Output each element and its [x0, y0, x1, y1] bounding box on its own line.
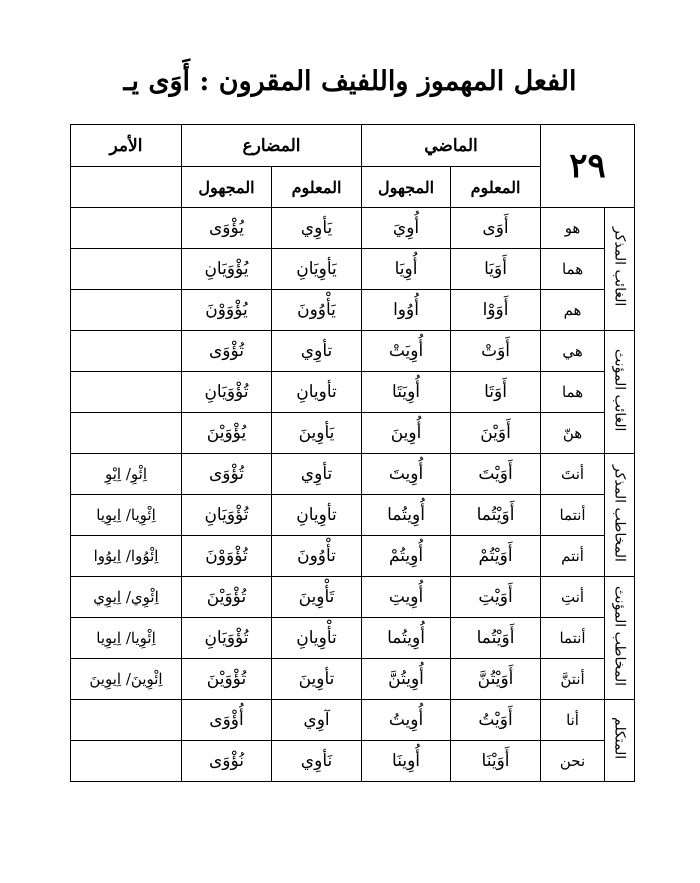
pronoun-cell: أنتم: [541, 536, 605, 577]
mudari-maloom-cell: يَأوِيَانِ: [272, 249, 362, 290]
madi-majhul-cell: أُوِيتُما: [362, 495, 451, 536]
table-row: [71, 331, 635, 372]
mudari-majhul-cell: تُؤْوَيَانِ: [182, 372, 272, 413]
mudari-majhul-cell: تُؤْوَيْنَ: [182, 659, 272, 700]
madi-maloom-cell: أَوَيْتُما: [451, 618, 541, 659]
table-row: [71, 536, 635, 577]
pronoun-cell: أنتِ: [541, 577, 605, 618]
madi-majhul-cell: أُوُوا: [362, 290, 451, 331]
table-row: [71, 618, 635, 659]
mudari-maloom-cell: تأويانِ: [272, 372, 362, 413]
group-label: الغائب المذكر: [611, 227, 628, 307]
amr-cell: [71, 208, 182, 249]
pronoun-cell: هما: [541, 372, 605, 413]
subheader-madi-maloom: المعلوم: [451, 167, 541, 208]
mudari-maloom-cell: آوِي: [272, 700, 362, 741]
madi-maloom-cell: أَوَى: [451, 208, 541, 249]
madi-maloom-cell: أَوَيْتُما: [451, 495, 541, 536]
mudari-maloom-cell: تأوِينَ: [272, 659, 362, 700]
amr-cell: [71, 413, 182, 454]
group-label-cell: [605, 331, 635, 454]
madi-maloom-cell: أَوَتْ: [451, 331, 541, 372]
group-label-cell: [605, 577, 635, 700]
amr-cell: اِئْوِينَ/ اِيوِينَ: [71, 659, 182, 700]
mudari-maloom-cell: تأْوُونَ: [272, 536, 362, 577]
mudari-majhul-cell: تُؤْوَوْنَ: [182, 536, 272, 577]
table-row: [71, 208, 635, 249]
madi-majhul-cell: أُوِيتَ: [362, 454, 451, 495]
mudari-maloom-cell: يَأوِي: [272, 208, 362, 249]
subheader-mudari-maloom: المعلوم: [272, 167, 362, 208]
pronoun-cell: هو: [541, 208, 605, 249]
madi-majhul-cell: أُوِيَا: [362, 249, 451, 290]
madi-maloom-cell: أَوَيْنَا: [451, 741, 541, 782]
pronoun-cell: هنّ: [541, 413, 605, 454]
madi-maloom-cell: أَوَيْتِ: [451, 577, 541, 618]
amr-cell: اِئْوِيا/ اِيوِيا: [71, 495, 182, 536]
madi-maloom-cell: أَوَيْنَ: [451, 413, 541, 454]
amr-cell: [71, 372, 182, 413]
subheader-madi-majhul: المجهول: [362, 167, 451, 208]
group-label: المخاطب المذكر: [611, 464, 628, 562]
madi-maloom-cell: أَوَيْتُمْ: [451, 536, 541, 577]
madi-maloom-cell: أَوَيَا: [451, 249, 541, 290]
mudari-majhul-cell: تُؤْوَيَانِ: [182, 618, 272, 659]
table-row: [71, 495, 635, 536]
madi-majhul-cell: أُوِيَ: [362, 208, 451, 249]
group-label: الغائب المؤنث: [611, 348, 628, 432]
mudari-majhul-cell: تُؤْوَى: [182, 331, 272, 372]
pronoun-cell: نحن: [541, 741, 605, 782]
madi-majhul-cell: أُوِينَ: [362, 413, 451, 454]
mudari-maloom-cell: يَأْوُونَ: [272, 290, 362, 331]
madi-maloom-cell: أَوَيْتُ: [451, 700, 541, 741]
pronoun-cell: أنتنَّ: [541, 659, 605, 700]
madi-majhul-cell: أُوِيتُنَّ: [362, 659, 451, 700]
table-row: [71, 454, 635, 495]
table-row: [71, 290, 635, 331]
group-label: المتكلم: [611, 717, 628, 760]
amr-cell: [71, 700, 182, 741]
madi-maloom-cell: أَوَيْتُنَّ: [451, 659, 541, 700]
pronoun-cell: أنتما: [541, 618, 605, 659]
table-row: [71, 577, 635, 618]
table-row: [71, 249, 635, 290]
madi-majhul-cell: أُوِيتِ: [362, 577, 451, 618]
page-title: الفعل المهموز واللفيف المقرون : أَوَى يـ: [123, 66, 577, 97]
mudari-majhul-cell: يُؤْوَيَانِ: [182, 249, 272, 290]
mudari-majhul-cell: يُؤْوَيْنَ: [182, 413, 272, 454]
madi-maloom-cell: أَوَيْتَ: [451, 454, 541, 495]
group-label-cell: [605, 208, 635, 331]
table-number: ٢٩: [569, 146, 606, 186]
mudari-maloom-cell: تأوِي: [272, 331, 362, 372]
madi-majhul-cell: أُوِيتُما: [362, 618, 451, 659]
group-label-cell: [605, 454, 635, 577]
madi-majhul-cell: أُوِيَتَا: [362, 372, 451, 413]
table-row: [71, 372, 635, 413]
table-row: [71, 413, 635, 454]
table-body: [71, 125, 635, 782]
header-amr: الأمر: [71, 125, 182, 167]
amr-cell: [71, 331, 182, 372]
amr-cell: [71, 741, 182, 782]
madi-majhul-cell: أُوِيتُمْ: [362, 536, 451, 577]
subheader-amr-empty: [71, 167, 182, 208]
pronoun-cell: هم: [541, 290, 605, 331]
madi-majhul-cell: أُوِيتُ: [362, 700, 451, 741]
pronoun-cell: هي: [541, 331, 605, 372]
mudari-majhul-cell: تُؤْوَى: [182, 454, 272, 495]
pronoun-cell: هما: [541, 249, 605, 290]
header-madi: الماضي: [362, 125, 541, 167]
mudari-maloom-cell: تَأْوِينَ: [272, 577, 362, 618]
amr-cell: اِئْوِيا/ اِيوِيا: [71, 618, 182, 659]
table-row: [71, 700, 635, 741]
mudari-maloom-cell: تأْوِيانِ: [272, 618, 362, 659]
table-number-cell: [541, 125, 635, 208]
amr-cell: اِئْوِ/ اِيْوِ: [71, 454, 182, 495]
mudari-maloom-cell: يَأوِينَ: [272, 413, 362, 454]
pronoun-cell: أنتما: [541, 495, 605, 536]
mudari-maloom-cell: تأوِيانِ: [272, 495, 362, 536]
mudari-majhul-cell: نُؤْوَى: [182, 741, 272, 782]
table-row: [71, 741, 635, 782]
mudari-majhul-cell: يُؤْوَى: [182, 208, 272, 249]
madi-maloom-cell: أَوَتَا: [451, 372, 541, 413]
mudari-majhul-cell: أُؤْوَى: [182, 700, 272, 741]
group-label: المخاطب المؤنث: [611, 585, 628, 687]
pronoun-cell: أنتَ: [541, 454, 605, 495]
header-mudari: المضارع: [182, 125, 362, 167]
table-row: [71, 659, 635, 700]
conjugation-table: [70, 124, 635, 782]
madi-maloom-cell: أَوَوْا: [451, 290, 541, 331]
header-row-1: [71, 125, 635, 167]
subheader-mudari-majhul: المجهول: [182, 167, 272, 208]
mudari-majhul-cell: تُؤْوَيْنَ: [182, 577, 272, 618]
pronoun-cell: أنا: [541, 700, 605, 741]
mudari-maloom-cell: نَأوِي: [272, 741, 362, 782]
madi-majhul-cell: أُوِيَتْ: [362, 331, 451, 372]
mudari-majhul-cell: يُؤْوَوْنَ: [182, 290, 272, 331]
mudari-majhul-cell: تُؤْوَيَانِ: [182, 495, 272, 536]
amr-cell: [71, 290, 182, 331]
madi-majhul-cell: أُوِينَا: [362, 741, 451, 782]
amr-cell: اِئْوِي/ اِيوِي: [71, 577, 182, 618]
mudari-maloom-cell: تأوِي: [272, 454, 362, 495]
group-label-cell: [605, 700, 635, 782]
amr-cell: [71, 249, 182, 290]
amr-cell: اِئْوُوا/ اِيوُوا: [71, 536, 182, 577]
